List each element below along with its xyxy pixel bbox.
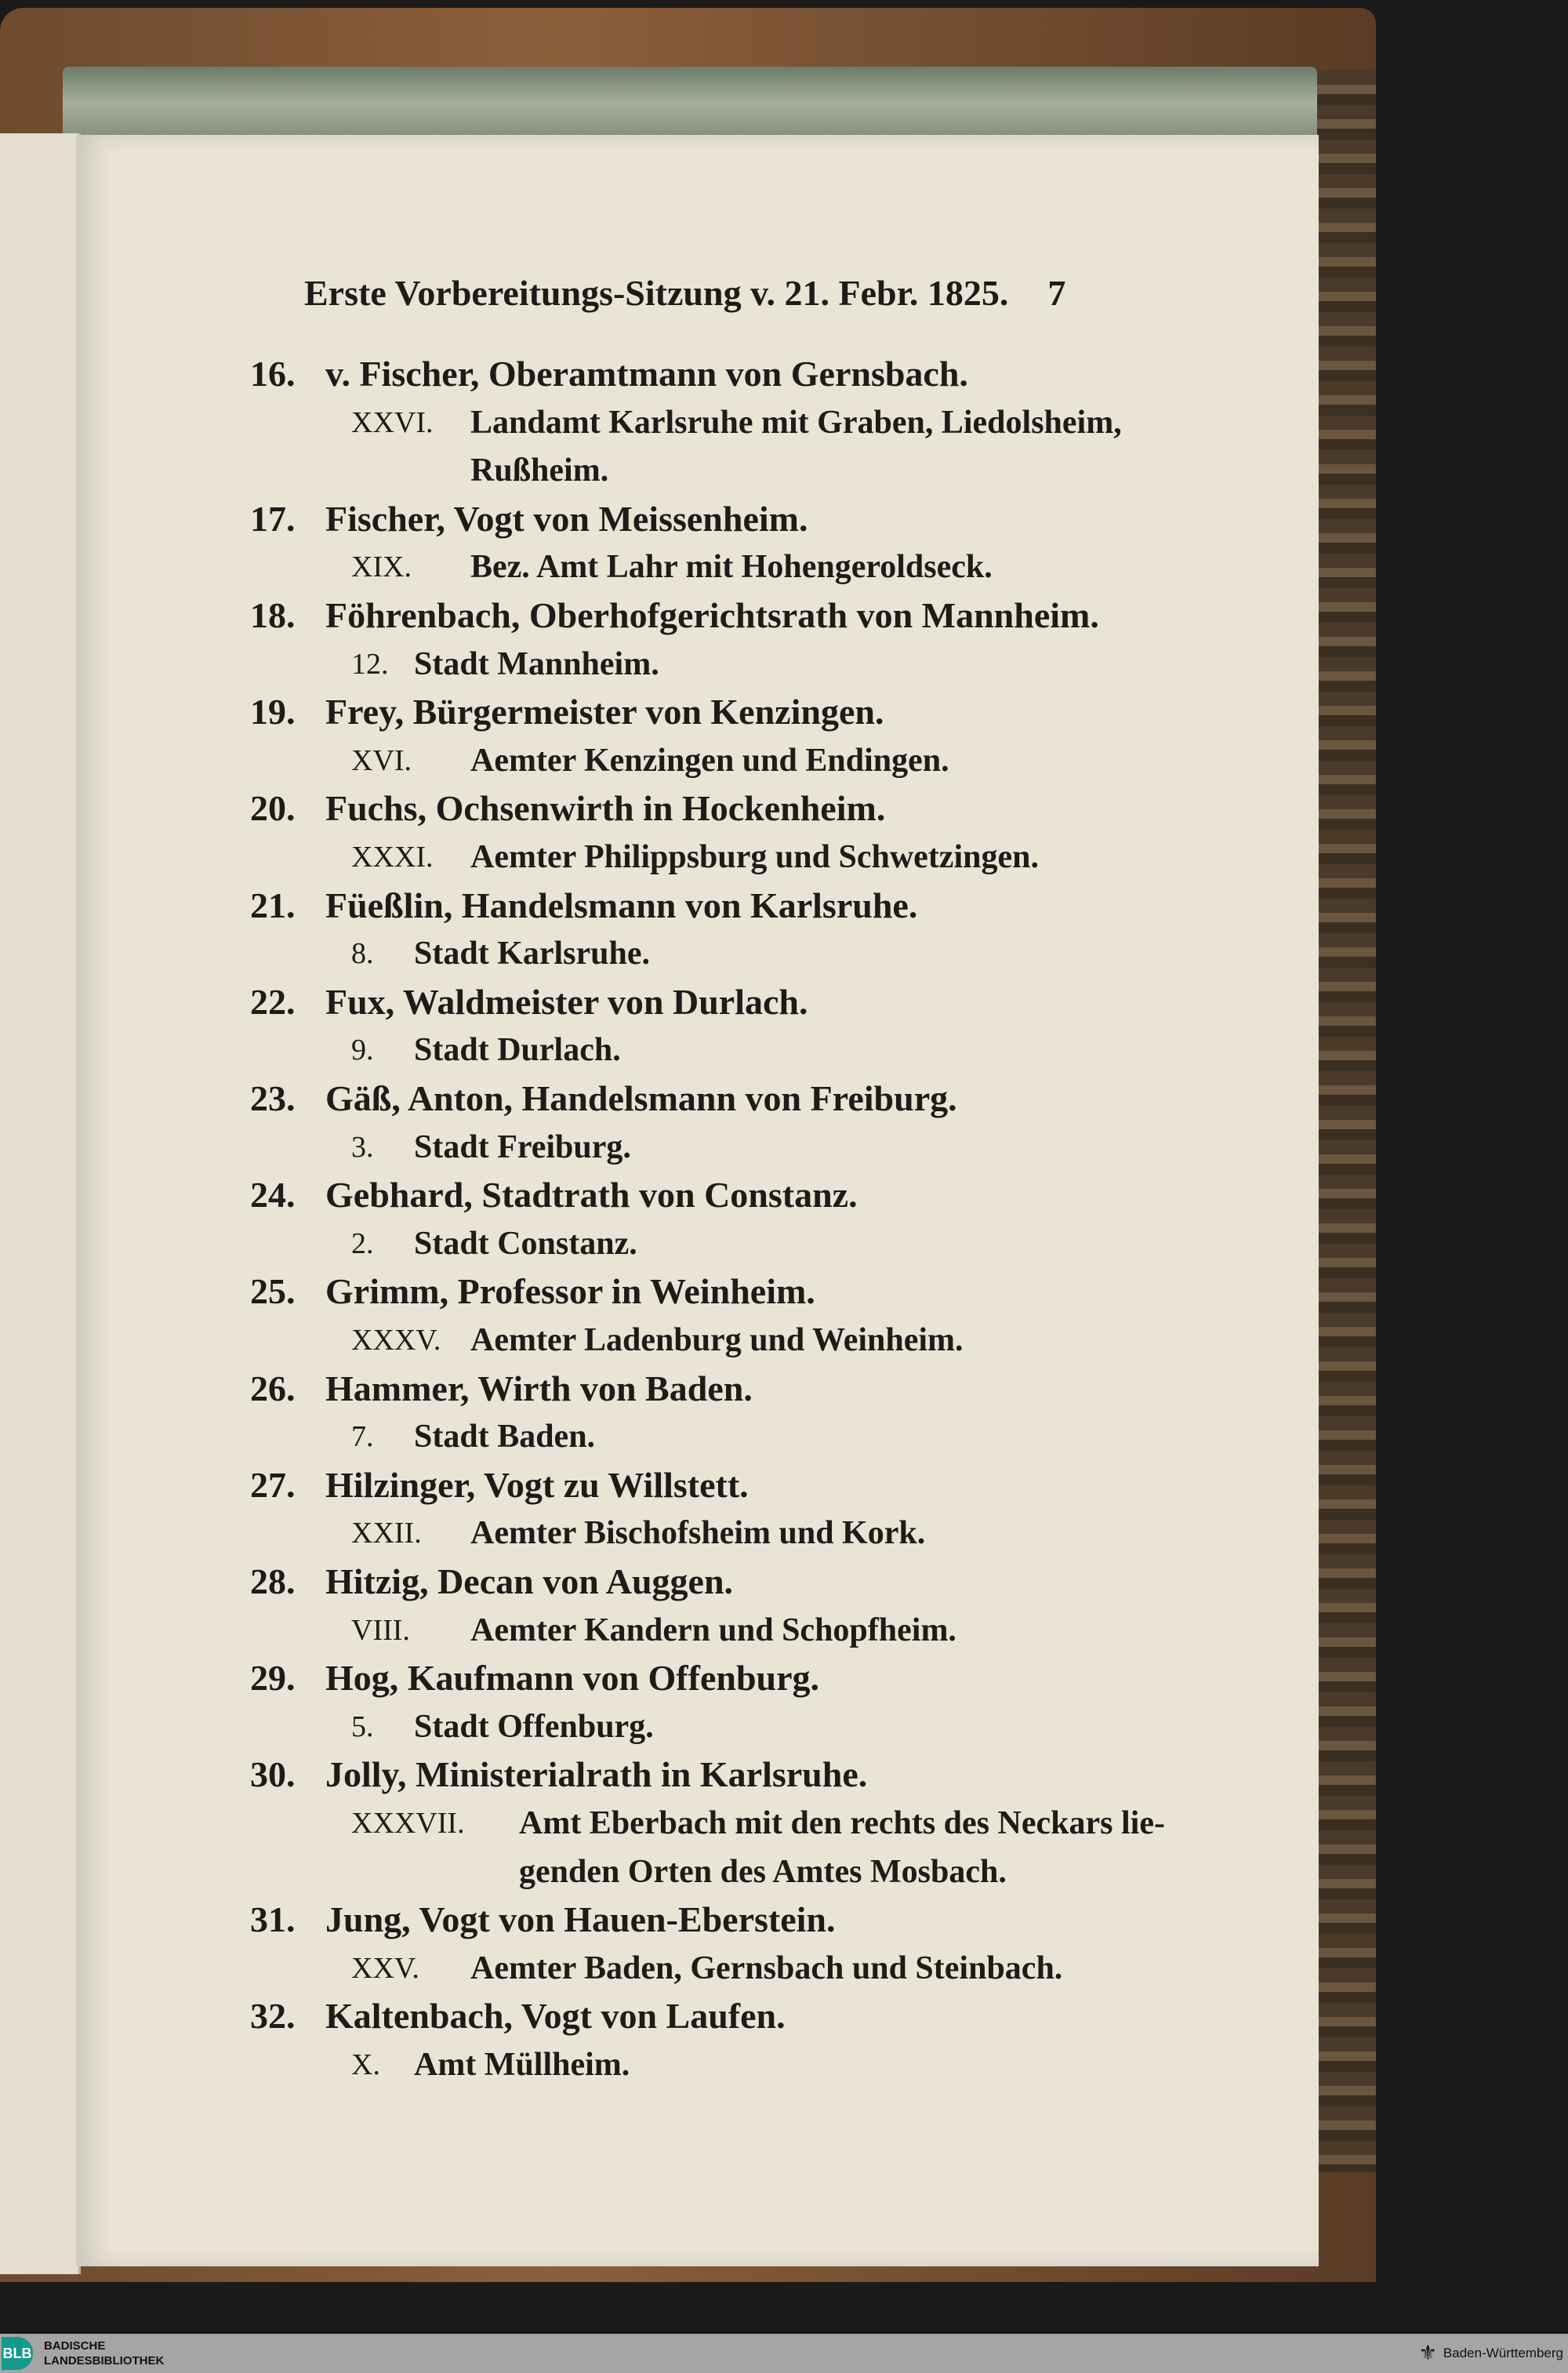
entry-number: 21. [250, 885, 296, 925]
district-number: X. [351, 2048, 380, 2081]
district-name: Aemter Kenzingen und Endingen. [470, 742, 949, 779]
district-number: 7. [351, 1420, 374, 1454]
entry-number: 28. [250, 1561, 296, 1601]
district-name: Stadt Karlsruhe. [414, 936, 651, 972]
entry-number: 19. [250, 692, 296, 732]
entry-name: Füeßlin, Handelsmann von Karlsruhe. [325, 885, 918, 925]
library-name-line2: LANDESBIBLIOTHEK [44, 2354, 165, 2368]
district-number: 3. [351, 1130, 374, 1164]
book-spine-edge [1317, 71, 1376, 2172]
state-logo[interactable] [1419, 2334, 1563, 2373]
entry-number: 24. [250, 1175, 296, 1216]
entry-name: Hilzinger, Vogt zu Willstett. [325, 1464, 749, 1505]
entry-number: 25. [250, 1271, 296, 1312]
header-title: Erste Vorbereitungs-Sitzung v. 21. Febr. 1825. [304, 273, 1009, 313]
district-name: Stadt Baden. [414, 1419, 596, 1455]
district-name: Aemter Kandern und Schopfheim. [470, 1612, 956, 1648]
district-number: XVI. [351, 743, 412, 777]
district-number: 5. [351, 1710, 374, 1743]
entry-name: Gäß, Anton, Handelsmann von Freiburg. [325, 1078, 957, 1118]
district-name: Amt Müllheim. [414, 2047, 630, 2083]
entry-number: 16. [250, 354, 296, 394]
entry-name: Hammer, Wirth von Baden. [325, 1368, 753, 1408]
district-number: XIX. [351, 551, 412, 584]
entry-name: Fux, Waldmeister von Durlach. [325, 981, 808, 1022]
district-name: Bez. Amt Lahr mit Hohengeroldseck. [470, 549, 993, 586]
entry-number: 18. [250, 595, 296, 635]
district-name-continued: genden Orten des Amtes Mosbach. [519, 1853, 1007, 1890]
entry-name: Jolly, Ministerialrath in Karlsruhe. [325, 1754, 868, 1795]
district-number: XXV. [351, 1951, 419, 1985]
entry-number: 32. [250, 1996, 296, 2037]
district-number: XXII. [351, 1517, 422, 1550]
district-name: Stadt Offenburg. [414, 1708, 654, 1745]
running-header [304, 269, 1065, 318]
district-number: VIII. [351, 1613, 410, 1647]
district-name: Aemter Philippsburg und Schwetzingen. [470, 839, 1039, 875]
district-number: 9. [351, 1034, 374, 1067]
blb-logo[interactable]: BLB [2, 2337, 33, 2370]
entry-name: v. Fischer, Oberamtmann von Gernsbach. [325, 354, 968, 394]
entry-name: Fuchs, Ochsenwirth in Hockenheim. [325, 788, 886, 829]
district-name: Stadt Constanz. [414, 1225, 637, 1262]
lion-crest-icon: ⚜ [1418, 2342, 1437, 2364]
district-number: 12. [351, 647, 389, 681]
district-number: XXXI. [351, 841, 434, 874]
left-page [0, 133, 81, 2274]
district-name-continued: Rußheim. [470, 452, 609, 489]
district-name: Aemter Baden, Gernsbach und Steinbach. [470, 1950, 1063, 1986]
district-name: Aemter Bischofsheim und Kork. [470, 1515, 926, 1552]
page-edges [63, 67, 1317, 141]
entry-number: 17. [250, 498, 296, 539]
district-name: Aemter Ladenburg und Weinheim. [470, 1322, 964, 1358]
district-name: Stadt Mannheim. [414, 645, 659, 682]
entry-name: Föhrenbach, Oberhofgerichtsrath von Mannheim. [325, 595, 1099, 635]
entry-name: Frey, Bürgermeister von Kenzingen. [325, 692, 884, 732]
entry-number: 20. [250, 788, 296, 829]
page-number: 7 [1047, 273, 1066, 313]
entry-name: Kaltenbach, Vogt von Laufen. [325, 1996, 786, 2037]
entry-number: 30. [250, 1754, 296, 1795]
district-name: Stadt Freiburg. [414, 1128, 631, 1165]
entry-name: Fischer, Vogt von Meissenheim. [325, 498, 808, 539]
entry-number: 26. [250, 1368, 296, 1408]
district-name: Landamt Karlsruhe mit Graben, Liedolsheim, [470, 404, 1122, 441]
entry-number: 29. [250, 1658, 296, 1699]
entry-name: Hitzig, Decan von Auggen. [325, 1561, 734, 1601]
district-number: XXVI. [351, 405, 434, 439]
district-number: 8. [351, 937, 374, 971]
district-number: XXXV. [351, 1324, 441, 1357]
entry-number: 27. [250, 1464, 296, 1505]
district-name: Stadt Durlach. [414, 1032, 621, 1069]
entry-name: Gebhard, Stadtrath von Constanz. [325, 1175, 858, 1216]
entry-name: Hog, Kaufmann von Offenburg. [325, 1658, 820, 1699]
entry-number: 31. [250, 1899, 296, 1940]
entry-name: Jung, Vogt von Hauen-Eberstein. [325, 1899, 836, 1940]
entry-number: 22. [250, 981, 296, 1022]
district-number: XXXVII. [351, 1807, 465, 1840]
state-logo-text: Baden-Württemberg [1443, 2346, 1563, 2360]
entry-name: Grimm, Professor in Weinheim. [325, 1271, 815, 1312]
footer-bar [0, 2334, 1568, 2373]
district-name: Amt Eberbach mit den rechts des Neckars lie- [519, 1805, 1165, 1841]
district-number: 2. [351, 1226, 374, 1260]
library-name [44, 2338, 164, 2368]
entry-number: 23. [250, 1078, 296, 1118]
library-name-line1: BADISCHE [44, 2339, 106, 2353]
